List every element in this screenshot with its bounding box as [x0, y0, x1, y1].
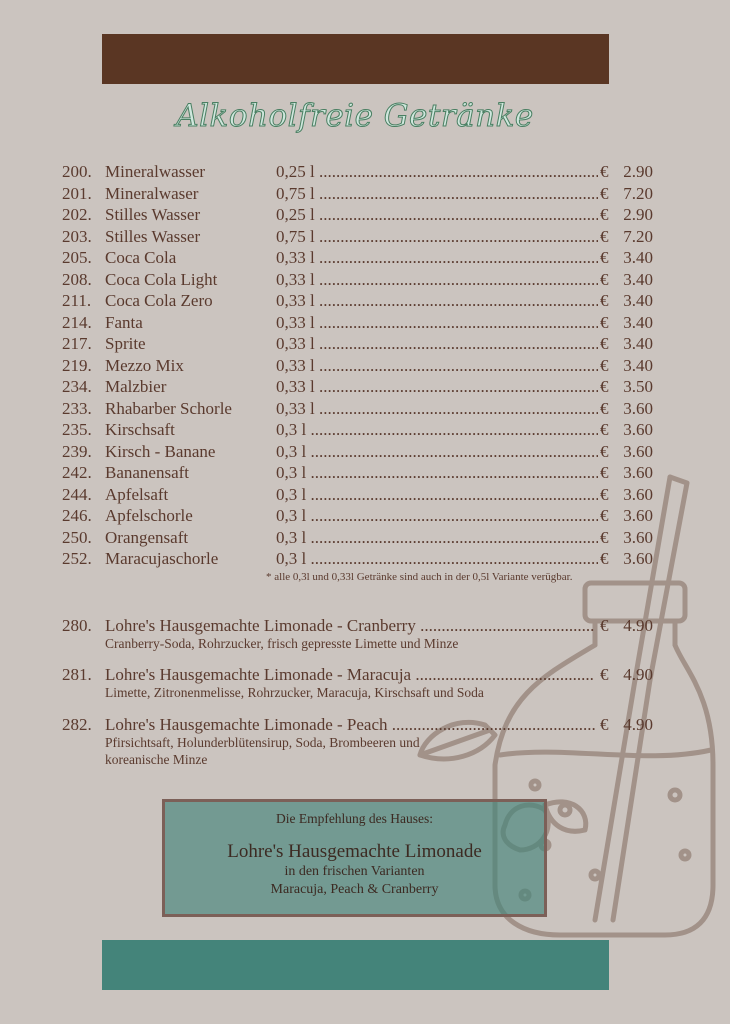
item-volume: 0,33 l .....: [276, 398, 598, 419]
item-name: Sprite: [105, 334, 146, 353]
currency-symbol: €: [600, 665, 609, 684]
item-name: Rhabarber Schorle: [105, 398, 232, 418]
currency-symbol: €: [600, 355, 609, 375]
item-volume: 0,3 l .....: [276, 548, 598, 569]
item-number: 208.: [62, 269, 92, 289]
currency-symbol: €: [600, 616, 609, 635]
item-number: 246.: [62, 506, 92, 525]
item-price: 3.60: [623, 398, 653, 418]
limonade-item: [62, 664, 662, 702]
list-item: [62, 204, 662, 226]
item-number: 234.: [62, 377, 92, 396]
recommendation-intro: Die Empfehlung des Hauses:: [275, 811, 434, 826]
item-volume: 0,3 l .....: [276, 441, 598, 462]
list-item: [62, 505, 662, 527]
list-item: [62, 355, 662, 377]
item-number: 201.: [62, 183, 92, 203]
item-volume: 0,33 l .....: [276, 247, 598, 268]
list-item: [62, 376, 662, 398]
list-item: [62, 247, 662, 269]
item-volume: 0,3 l .....: [276, 505, 598, 526]
item-volume: 0,33 l .....: [276, 290, 598, 311]
item-name: Apfelschorle: [105, 506, 193, 525]
currency-symbol: €: [600, 441, 609, 461]
item-number: 252.: [62, 549, 92, 568]
list-item: [62, 183, 662, 205]
recommendation-title: Lohre's Hausgemachte Limonade: [227, 841, 482, 862]
currency-symbol: €: [600, 226, 609, 246]
item-name: Stilles Wasser: [105, 226, 201, 246]
item-volume: 0,33 l .....: [276, 376, 598, 397]
currency-symbol: €: [600, 248, 609, 267]
list-item: [62, 484, 662, 506]
item-price: 2.90: [623, 205, 653, 224]
bottom-banner: [102, 940, 609, 990]
item-name: Apfelsaft: [105, 484, 169, 504]
item-volume: 0,33 l .....: [276, 333, 598, 354]
currency-symbol: €: [600, 334, 609, 353]
item-number: 217.: [62, 334, 92, 353]
list-item: [62, 333, 662, 355]
limonade-item: [62, 714, 662, 768]
item-price: 7.20: [623, 226, 653, 246]
item-name: Mineralwasser: [105, 162, 206, 181]
list-item: [62, 441, 662, 463]
currency-symbol: €: [600, 183, 609, 203]
list-item: [62, 226, 662, 248]
item-description: Pfirsichtsaft, Holunderblütensirup, Soda, Brombeeren und: [105, 735, 420, 750]
currency-symbol: €: [600, 291, 609, 310]
item-name: Stilles Wasser: [105, 205, 201, 224]
item-volume: 0,75 l .....: [276, 183, 598, 204]
recommendation-line-1: in den frischen Varianten: [284, 864, 425, 879]
item-price: 7.20: [623, 183, 653, 203]
item-price: 3.60: [623, 484, 653, 504]
item-price: 3.60: [623, 463, 653, 482]
item-price: 4.90: [623, 715, 653, 734]
currency-symbol: €: [600, 377, 609, 396]
currency-symbol: €: [600, 205, 609, 224]
item-volume: 0,33 l .....: [276, 355, 598, 376]
item-name: Lohre's Hausgemachte Limonade - Maracuja .....: [105, 664, 595, 685]
item-price: 3.60: [623, 420, 653, 439]
item-price: 3.40: [623, 269, 653, 289]
item-name: Kirsch - Banane: [105, 441, 216, 461]
item-volume: 0,75 l .....: [276, 226, 598, 247]
item-number: 244.: [62, 484, 92, 504]
item-price: 3.60: [623, 441, 653, 461]
item-name: Lohre's Hausgemachte Limonade - Cranberry .....: [105, 615, 595, 636]
item-number: 282.: [62, 715, 92, 734]
item-name: Bananensaft: [105, 463, 190, 482]
currency-symbol: €: [600, 420, 609, 439]
item-number: 250.: [62, 527, 92, 547]
currency-symbol: €: [600, 506, 609, 525]
item-volume: 0,25 l .....: [276, 204, 598, 225]
list-item: [62, 290, 662, 312]
item-volume: 0,3 l .....: [276, 462, 598, 483]
item-number: 242.: [62, 463, 92, 482]
currency-symbol: €: [600, 312, 609, 332]
item-price: 3.60: [623, 549, 653, 568]
item-number: 200.: [62, 162, 92, 181]
item-name: Maracujaschorle: [105, 549, 219, 568]
page-title: Alkoholfreie Getränke: [176, 98, 534, 134]
item-number: 205.: [62, 248, 92, 267]
item-number: 202.: [62, 205, 92, 224]
item-price: 3.60: [623, 527, 653, 547]
item-number: 280.: [62, 616, 92, 635]
item-description: koreanische Minze: [105, 751, 208, 767]
item-price: 2.90: [623, 162, 653, 181]
item-price: 3.40: [623, 334, 653, 353]
list-item: [62, 548, 662, 570]
currency-symbol: €: [600, 162, 609, 181]
item-price: 3.40: [623, 355, 653, 375]
item-price: 4.90: [623, 616, 653, 635]
currency-symbol: €: [600, 484, 609, 504]
item-name: Kirschsaft: [105, 420, 175, 439]
item-name: Mineralwaser: [105, 183, 199, 203]
limonade-item: [62, 615, 662, 653]
item-description: Limette, Zitronenmelisse, Rohrzucker, Maracuja, Kirschsaft und Soda: [105, 685, 484, 700]
list-item: [62, 161, 662, 183]
availability-note: * alle 0,3l und 0,33l Getränke sind auch in der 0,5l Variante verügbar.: [266, 571, 573, 583]
item-name: Mezzo Mix: [105, 355, 184, 375]
currency-symbol: €: [600, 269, 609, 289]
recommendation-line-2: Maracuja, Peach & Cranberry: [270, 882, 439, 897]
item-price: 3.40: [623, 312, 653, 332]
item-number: 214.: [62, 312, 92, 332]
list-item: [62, 462, 662, 484]
drinks-list: [62, 161, 662, 570]
item-description: Cranberry-Soda, Rohrzucker, frisch gepresste Limette und Minze: [105, 636, 459, 651]
item-number: 281.: [62, 665, 92, 684]
currency-symbol: €: [600, 398, 609, 418]
top-banner: [102, 34, 609, 84]
item-number: 203.: [62, 226, 92, 246]
item-number: 235.: [62, 420, 92, 439]
list-item: [62, 419, 662, 441]
item-number: 233.: [62, 398, 92, 418]
item-name: Coca Cola: [105, 248, 177, 267]
item-price: 4.90: [623, 665, 653, 684]
currency-symbol: €: [600, 463, 609, 482]
item-number: 239.: [62, 441, 92, 461]
item-number: 211.: [62, 291, 92, 310]
currency-symbol: €: [600, 527, 609, 547]
item-name: Orangensaft: [105, 527, 189, 547]
item-price: 3.40: [623, 291, 653, 310]
item-name: Coca Cola Zero: [105, 291, 213, 310]
item-price: 3.40: [623, 248, 653, 267]
recommendation-box: [162, 799, 547, 917]
currency-symbol: €: [600, 549, 609, 568]
item-name: Fanta: [105, 312, 143, 332]
item-volume: 0,3 l .....: [276, 527, 598, 548]
item-name: Malzbier: [105, 377, 167, 396]
item-name: Lohre's Hausgemachte Limonade - Peach .....: [105, 714, 595, 735]
list-item: [62, 398, 662, 420]
item-volume: 0,3 l .....: [276, 419, 598, 440]
item-volume: 0,25 l .....: [276, 161, 598, 182]
item-price: 3.50: [623, 377, 653, 396]
list-item: [62, 527, 662, 549]
item-volume: 0,3 l .....: [276, 484, 598, 505]
currency-symbol: €: [600, 715, 609, 734]
item-number: 219.: [62, 355, 92, 375]
item-price: 3.60: [623, 506, 653, 525]
list-item: [62, 312, 662, 334]
list-item: [62, 269, 662, 291]
item-name: Coca Cola Light: [105, 269, 218, 289]
item-volume: 0,33 l .....: [276, 312, 598, 333]
item-volume: 0,33 l .....: [276, 269, 598, 290]
